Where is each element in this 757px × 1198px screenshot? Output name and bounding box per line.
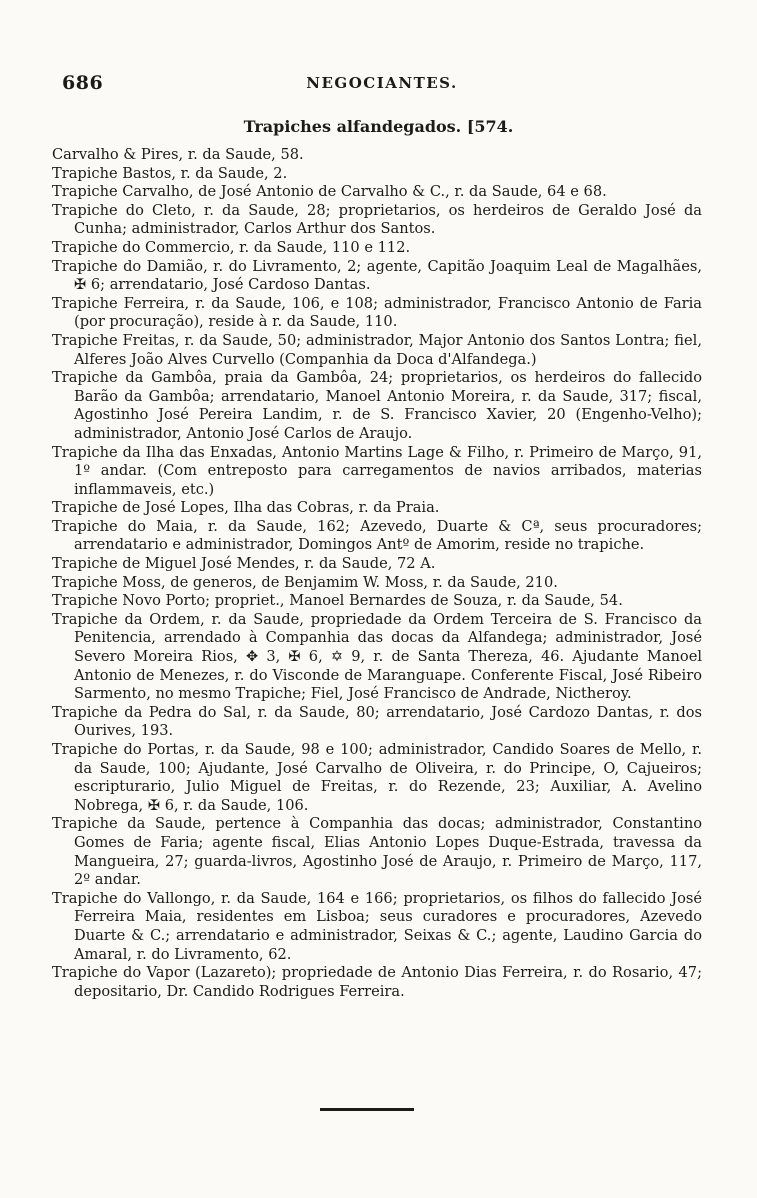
list-item: Trapiche da Ordem, r. da Saude, propriedade da Ordem Terceira de S. Francisco da Penitencia, arrendado à Companhia das docas da Alfandega; administrador, José Severo Moreira Rios, ✥ 3, ✠ 6, ✡ 9, r. de Santa Thereza, 46. Ajudante Manoel Antonio de Menezes, r. do Visconde de Maranguape. Conferente Fiscal, José Ribeiro Sarmento, no mesmo Trapiche; Fiel, José Francisco de Andrade, Nictheroy. — [52, 610, 702, 703]
list-item: Carvalho & Pires, r. da Saude, 58. — [52, 146, 304, 163]
list-item: Trapiche do Vapor (Lazareto); propriedade de Antonio Dias Ferreira, r. do Rosario, 47; depositario, Dr. Candido Rodrigues Ferreira. — [52, 964, 702, 1000]
list-item: Trapiche Bastos, r. da Saude, 2. — [52, 164, 288, 182]
running-head: NEGOCIANTES. — [306, 74, 458, 92]
list-item: Trapiche de Miguel José Mendes, r. da Saude, 72 A. — [52, 555, 436, 573]
list-item: Trapiche do Commercio, r. da Saude, 110 e 112. — [52, 238, 411, 256]
list-item: Trapiche do Maia, r. da Saude, 162; Azevedo, Duarte & Cª, seus procuradores; arrendatario e administrador, Domingos Antº de Amorim, reside no trapiche. — [52, 517, 702, 554]
list-item: Trapiche do Vallongo, r. da Saude, 164 e 166; proprietarios, os filhos do fallecido José Ferreira Maia, residentes em Lisboa; seus curadores e procuradores, Azevedo Duarte & C.; arrendatario e administrador, Seixas & C.; agente, Laudino Garcia do Amaral, r. do Livramento, 62. — [52, 889, 702, 963]
list-item: Trapiche Ferreira, r. da Saude, 106, e 108; administrador, Francisco Antonio de Faria (por procuração), reside à r. da Saude, 110. — [52, 294, 702, 331]
list-item: Trapiche do Damião, r. do Livramento, 2; agente, Capitão Joaquim Leal de Magalhães, ✠ 6; arrendatario, José Cardoso Dantas. — [52, 257, 702, 294]
page-number: 686 — [62, 72, 104, 94]
list-item: Trapiche da Pedra do Sal, r. da Saude, 80; arrendatario, José Cardozo Dantas, r. dos Ourives, 193. — [52, 703, 702, 740]
list-item: Trapiche Moss, de generos, de Benjamim W. Moss, r. da Saude, 210. — [52, 573, 558, 591]
list-item: Trapiche Freitas, r. da Saude, 50; administrador, Major Antonio dos Santos Lontra; fiel, Alferes João Alves Curvello (Companhia da Doca d'Alfandega.) — [52, 331, 702, 368]
section-title: Trapiches alfandegados. [574. — [243, 117, 514, 136]
page-header — [62, 72, 702, 96]
list-item: Trapiche da Gambôa, praia da Gambôa, 24; proprietarios, os herdeiros do fallecido Barão da Gambôa; arrendatario, Manoel Antonio Moreira, r. da Saude, 317; fiscal, Agostinho José Pereira Landim, r. de S. Francisco Xavier, 20 (Engenho-Velho); administrador, Antonio José Carlos de Araujo. — [52, 369, 702, 442]
list-item: Trapiche do Cleto, r. da Saude, 28; proprietarios, os herdeiros de Geraldo José da Cunha; administrador, Carlos Arthur dos Santos. — [52, 201, 702, 238]
list-item: Trapiche Novo Porto; propriet., Manoel Bernardes de Souza, r. da Saude, 54. — [52, 592, 623, 610]
list-item: Trapiche da Saude, pertence à Companhia das docas; administrador, Constantino Gomes de Faria; agente fiscal, Elias Antonio Lopes Duque-Estrada, travessa da Mangueira, 27; guarda-livros, Agostinho José de Araujo, r. Primeiro de Março, 117, 2º andar. — [52, 815, 702, 889]
closing-rule — [320, 1108, 414, 1111]
list-item: Trapiche de José Lopes, Ilha das Cobras, r. da Praia. — [52, 499, 440, 517]
entry-list — [52, 146, 702, 1001]
list-item: Trapiche do Portas, r. da Saude, 98 e 100; administrador, Candido Soares de Mello, r. da Saude, 100; Ajudante, José Carvalho de Oliveira, r. do Principe, O, Cajueiros; escripturario, Julio Miguel de Freitas, r. do Rezende, 23; Auxiliar, A. Avelino Nobrega, ✠ 6, r. da Saude, 106. — [52, 741, 702, 814]
list-item: Trapiche da Ilha das Enxadas, Antonio Martins Lage & Filho, r. Primeiro de Março, 91, 1º andar. (Com entreposto para carregamentos de navios arribados, materias inflammaveis, etc.) — [52, 443, 702, 498]
list-item: Trapiche Carvalho, de José Antonio de Carvalho & C., r. da Saude, 64 e 68. — [52, 183, 607, 201]
